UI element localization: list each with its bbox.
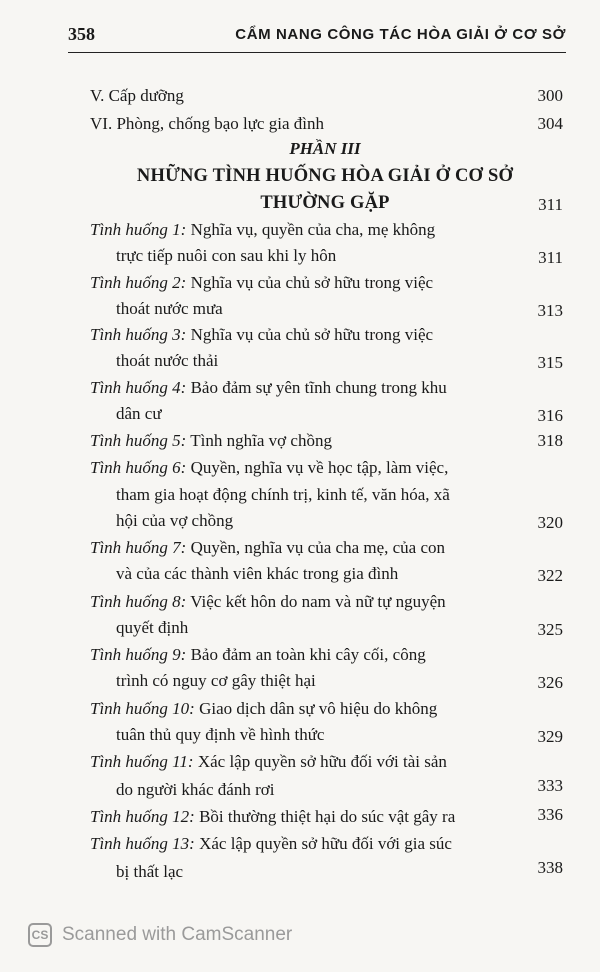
situation-page: 313 [537, 301, 563, 320]
situation-label: Tình huống 3: [90, 325, 187, 344]
situation-label: Tình huống 6: [90, 458, 187, 477]
part-label: PHẦN III [289, 139, 361, 158]
situation-page: 320 [537, 513, 563, 532]
situation-label: Tình huống 1: [90, 220, 187, 239]
situation-page: 316 [537, 406, 563, 425]
camscanner-logo-icon: CS [28, 923, 52, 947]
part-title-line2: THƯỜNG GẶP [260, 193, 390, 213]
situation-title: Nghĩa vụ, quyền của cha, mẹ không [186, 220, 436, 239]
situation-line1 [90, 378, 447, 398]
header-rule [68, 52, 566, 53]
situation-line1 [90, 431, 332, 451]
page-number: 358 [68, 24, 95, 44]
situation-title: Xác lập quyền sở hữu đối với tài sản [193, 752, 447, 771]
situation-title: Việc kết hôn do nam và nữ tự nguyện [186, 592, 446, 611]
toc-entry-page: 300 [537, 86, 563, 105]
situation-page: 338 [537, 858, 563, 877]
situation-label: Tình huống 12: [90, 807, 195, 826]
situation-line3: hội của vợ chồng [116, 511, 234, 530]
situation-page: 329 [537, 727, 563, 746]
situation-line1 [90, 273, 433, 293]
situation-title: Nghĩa vụ của chủ sở hữu trong việc [186, 273, 434, 292]
situation-page: 322 [537, 566, 563, 585]
toc-entry-text: VI. Phòng, chống bạo lực gia đình [90, 114, 324, 133]
situation-line1 [90, 538, 445, 558]
situation-label: Tình huống 7: [90, 538, 187, 557]
situation-line2: dân cư [116, 404, 162, 423]
situation-line1 [90, 752, 447, 772]
situation-line1 [90, 592, 446, 612]
situation-page: 326 [537, 673, 563, 692]
book-title: CẨM NANG CÔNG TÁC HÒA GIẢI Ở CƠ SỞ [235, 26, 566, 43]
situation-line1 [90, 699, 437, 719]
situation-line1 [90, 807, 455, 827]
situation-line2: và của các thành viên khác trong gia đình [116, 564, 399, 583]
situation-line2: thoát nước mưa [116, 299, 223, 318]
part-page: 311 [538, 195, 563, 214]
toc-entry-text: V. Cấp dưỡng [90, 86, 184, 105]
part-title-line1: NHỮNG TÌNH HUỐNG HÒA GIẢI Ở CƠ SỞ [136, 166, 514, 186]
situation-page: 315 [537, 353, 563, 372]
situation-title: Tình nghĩa vợ chồng [186, 431, 332, 450]
situation-page: 325 [537, 620, 563, 639]
situation-label: Tình huống 8: [90, 592, 187, 611]
situation-line2: trực tiếp nuôi con sau khi ly hôn [116, 246, 337, 265]
situation-label: Tình huống 9: [90, 645, 187, 664]
toc-entry-page: 304 [537, 114, 563, 133]
situation-line2: do người khác đánh rơi [116, 780, 275, 799]
situation-label: Tình huống 4: [90, 378, 187, 397]
situation-page: 318 [537, 431, 563, 450]
situation-line2: bị thất lạc [116, 862, 184, 881]
situation-title: Bảo đảm sự yên tĩnh chung trong khu [186, 378, 447, 397]
situation-title: Bảo đảm an toàn khi cây cối, công [186, 645, 426, 664]
situation-title: Nghĩa vụ của chủ sở hữu trong việc [186, 325, 434, 344]
situation-label: Tình huống 13: [90, 834, 195, 853]
situation-title: Giao dịch dân sự vô hiệu do không [194, 699, 438, 718]
situation-line1 [90, 325, 433, 345]
situation-label: Tình huống 5: [90, 431, 187, 450]
situation-page: 336 [537, 805, 563, 824]
situation-label: Tình huống 10: [90, 699, 195, 718]
situation-line2: trình có nguy cơ gây thiệt hại [116, 671, 316, 690]
situation-line1 [90, 458, 448, 478]
situation-title: Quyền, nghĩa vụ về học tập, làm việc, [186, 458, 449, 477]
situation-line2: quyết định [116, 618, 189, 637]
situation-line1 [90, 645, 426, 665]
situation-line2: tuân thủ quy định về hình thức [116, 725, 325, 744]
situation-page: 311 [538, 248, 563, 267]
situation-line1 [90, 834, 452, 854]
situation-label: Tình huống 11: [90, 752, 194, 771]
situation-page: 333 [537, 776, 563, 795]
situation-title: Bồi thường thiệt hại do súc vật gây ra [194, 807, 456, 826]
watermark-text: Scanned with CamScanner [62, 924, 293, 945]
situation-line2: thoát nước thải [116, 351, 219, 370]
situation-label: Tình huống 2: [90, 273, 187, 292]
page-header [68, 18, 566, 50]
situation-title: Quyền, nghĩa vụ của cha mẹ, của con [186, 538, 446, 557]
situation-title: Xác lập quyền sở hữu đối với gia súc [194, 834, 452, 853]
situation-line2: tham gia hoạt động chính trị, kinh tế, văn hóa, xã [116, 485, 450, 504]
situation-line1 [90, 220, 435, 240]
